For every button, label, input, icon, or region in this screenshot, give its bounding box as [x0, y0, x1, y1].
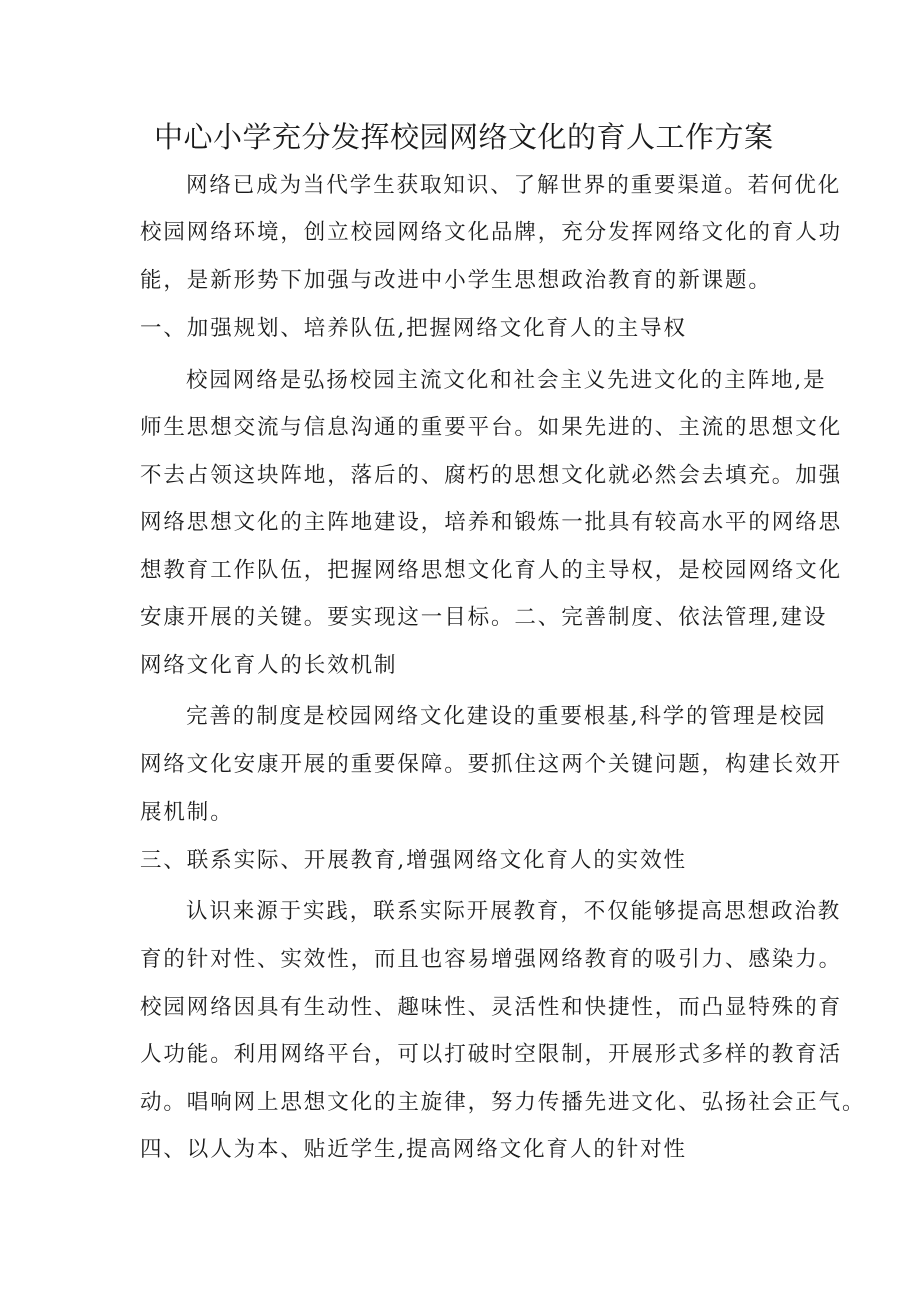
section-3-line-3: 校园网络因具有生动性、趣味性、灵活性和快捷性，而凸显特殊的育 [140, 995, 843, 1020]
section-3-line-5: 动。唱响网上思想文化的主旋律，努力传播先进文化、弘扬社会正气。 [140, 1090, 866, 1115]
section-1-line-1: 校园网络是弘扬校园主流文化和社会主义先进文化的主阵地,是 [186, 368, 827, 393]
section-3-line-1: 认识来源于实践，联系实际开展教育，不仅能够提高思想政治教 [186, 899, 842, 924]
section-1-line-5: 想教育工作队伍，把握网络思想文化育人的主导权，是校园网络文化 [140, 558, 843, 583]
section-heading-1: 一、加强规划、培养队伍,把握网络文化育人的主导权 [140, 316, 687, 341]
section-1-line-6: 安康开展的关键。要实现这一目标。二、完善制度、依法管理,建设 [140, 605, 828, 630]
section-2-heading-continued: 网络文化育人的长效机制 [140, 653, 398, 678]
paragraph-intro-line-3: 能，是新形势下加强与改进中小学生思想政治教育的新课题。 [140, 268, 772, 293]
section-1-line-2: 师生思想交流与信息沟通的重要平台。如果先进的、主流的思想文化 [140, 415, 843, 440]
section-3-line-2: 育的针对性、实效性，而且也容易增强网络教育的吸引力、感染力。 [140, 947, 843, 972]
section-3-line-4: 人功能。利用网络平台，可以打破时空限制，开展形式多样的教育活 [140, 1042, 843, 1067]
section-heading-4: 四、以人为本、贴近学生,提高网络文化育人的针对性 [140, 1137, 687, 1162]
section-1-line-4: 网络思想文化的主阵地建设，培养和锻炼一批具有较高水平的网络思 [140, 510, 843, 535]
section-heading-3: 三、联系实际、开展教育,增强网络文化育人的实效性 [140, 848, 687, 873]
document-title: 中心小学充分发挥校园网络文化的育人工作方案 [154, 120, 774, 154]
paragraph-intro-line-2: 校园网络环境，创立校园网络文化品牌，充分发挥网络文化的育人功 [140, 220, 843, 245]
section-2-line-2: 网络文化安康开展的重要保障。要抓住这两个关键问题，构建长效开 [140, 752, 843, 777]
paragraph-intro-line-1: 网络已成为当代学生获取知识、了解世界的重要渠道。若何优化 [186, 173, 842, 198]
section-2-line-1: 完善的制度是校园网络文化建设的重要根基,科学的管理是校园 [186, 704, 827, 729]
section-2-line-3: 展机制。 [140, 800, 234, 825]
section-1-line-3: 不去占领这块阵地，落后的、腐朽的思想文化就必然会去填充。加强 [140, 463, 843, 488]
